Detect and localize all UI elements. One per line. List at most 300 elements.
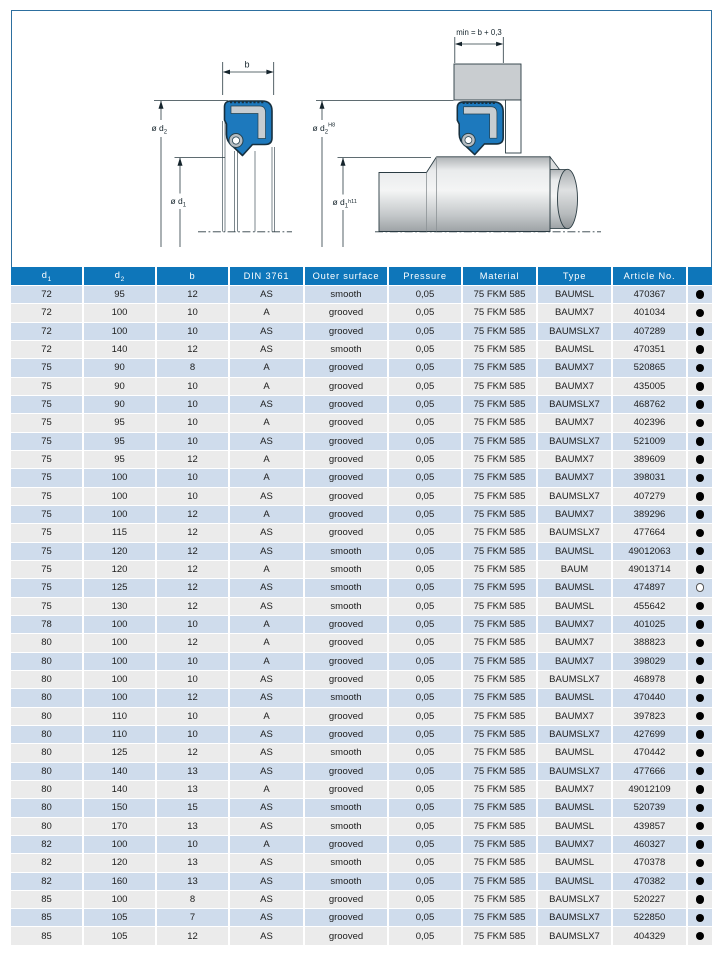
cell-din: A — [229, 359, 304, 377]
cell-article_no: 460327 — [612, 835, 687, 853]
cell-material: 75 FKM 585 — [462, 634, 537, 652]
cell-d2: 100 — [83, 469, 156, 487]
cell-b: 13 — [156, 872, 229, 890]
cell-d2: 140 — [83, 340, 156, 358]
cell-material: 75 FKM 585 — [462, 322, 537, 340]
table-row — [11, 890, 712, 908]
cell-availability — [687, 505, 712, 523]
cell-b: 12 — [156, 927, 229, 945]
d2-label-base: ø d — [151, 123, 164, 133]
cell-type: BAUMX7 — [537, 469, 612, 487]
cell-d2: 120 — [83, 854, 156, 872]
cell-outer_surface: grooved — [304, 469, 388, 487]
cell-availability — [687, 322, 712, 340]
cell-b: 13 — [156, 780, 229, 798]
cell-d1: 75 — [11, 377, 83, 395]
cell-pressure: 0,05 — [388, 762, 462, 780]
cell-d2: 150 — [83, 799, 156, 817]
cell-din: AS — [229, 689, 304, 707]
table-row — [11, 835, 712, 853]
cell-outer_surface: grooved — [304, 450, 388, 468]
cell-type: BAUMSL — [537, 689, 612, 707]
cell-d2: 100 — [83, 652, 156, 670]
cell-b: 10 — [156, 615, 229, 633]
cell-b: 10 — [156, 377, 229, 395]
cell-d1: 75 — [11, 597, 83, 615]
cell-article_no: 520227 — [612, 890, 687, 908]
table-row — [11, 524, 712, 542]
cell-d2: 160 — [83, 872, 156, 890]
filled-circle-icon — [696, 437, 705, 446]
cell-material: 75 FKM 585 — [462, 450, 537, 468]
cell-pressure: 0,05 — [388, 707, 462, 725]
d1-label-base: ø d — [170, 196, 183, 206]
cell-b: 8 — [156, 890, 229, 908]
cell-b: 12 — [156, 340, 229, 358]
cell-b: 12 — [156, 744, 229, 762]
cell-din: AS — [229, 817, 304, 835]
filled-circle-icon — [696, 345, 705, 354]
cell-din: A — [229, 450, 304, 468]
cell-type: BAUMX7 — [537, 414, 612, 432]
cell-availability — [687, 487, 712, 505]
cell-article_no: 474897 — [612, 579, 687, 597]
cell-d2: 95 — [83, 414, 156, 432]
seal-cross-section-diagram — [152, 60, 293, 248]
cell-d1: 78 — [11, 615, 83, 633]
dimension-b-label: b — [244, 59, 250, 70]
d2-h8-base: ø d — [312, 123, 325, 133]
cell-availability — [687, 634, 712, 652]
cell-d1: 75 — [11, 524, 83, 542]
cell-article_no: 470367 — [612, 286, 687, 304]
cell-outer_surface: grooved — [304, 615, 388, 633]
cell-din: AS — [229, 670, 304, 688]
cell-availability — [687, 652, 712, 670]
cell-b: 13 — [156, 854, 229, 872]
cell-material: 75 FKM 585 — [462, 505, 537, 523]
cell-material: 75 FKM 585 — [462, 487, 537, 505]
cell-pressure: 0,05 — [388, 286, 462, 304]
cell-d2: 170 — [83, 817, 156, 835]
cell-material: 75 FKM 585 — [462, 395, 537, 413]
cell-d1: 72 — [11, 340, 83, 358]
table-row — [11, 450, 712, 468]
col-header-din: DIN 3761 — [229, 267, 304, 286]
cell-article_no: 520739 — [612, 799, 687, 817]
cell-article_no: 49013714 — [612, 560, 687, 578]
cell-type: BAUMSL — [537, 579, 612, 597]
cell-article_no: 402396 — [612, 414, 687, 432]
table-row — [11, 560, 712, 578]
cell-d2: 90 — [83, 395, 156, 413]
cell-d2: 90 — [83, 359, 156, 377]
cell-din: AS — [229, 890, 304, 908]
cell-b: 10 — [156, 652, 229, 670]
table-row — [11, 854, 712, 872]
cell-outer_surface: smooth — [304, 799, 388, 817]
table-row — [11, 652, 712, 670]
table-row — [11, 689, 712, 707]
cell-article_no: 522850 — [612, 909, 687, 927]
filled-circle-icon — [696, 822, 705, 831]
cell-b: 10 — [156, 395, 229, 413]
cell-pressure: 0,05 — [388, 560, 462, 578]
table-row — [11, 542, 712, 560]
table-row — [11, 304, 712, 322]
cell-outer_surface: grooved — [304, 707, 388, 725]
cell-pressure: 0,05 — [388, 524, 462, 542]
table-row — [11, 799, 712, 817]
open-circle-icon — [696, 583, 705, 592]
seal-diagrams — [12, 11, 711, 267]
filled-circle-icon — [696, 804, 705, 813]
cell-b: 10 — [156, 707, 229, 725]
table-row — [11, 432, 712, 450]
cell-type: BAUMSLX7 — [537, 762, 612, 780]
cell-availability — [687, 597, 712, 615]
cell-material: 75 FKM 585 — [462, 286, 537, 304]
cell-din: AS — [229, 725, 304, 743]
cell-pressure: 0,05 — [388, 854, 462, 872]
dimension-d2 — [151, 101, 228, 247]
cell-availability — [687, 560, 712, 578]
cell-outer_surface: grooved — [304, 835, 388, 853]
cell-article_no: 389296 — [612, 505, 687, 523]
cell-article_no: 470351 — [612, 340, 687, 358]
cell-article_no: 521009 — [612, 432, 687, 450]
cell-article_no: 401025 — [612, 615, 687, 633]
cell-outer_surface: grooved — [304, 395, 388, 413]
cell-d1: 75 — [11, 579, 83, 597]
table-row — [11, 395, 712, 413]
cell-material: 75 FKM 585 — [462, 304, 537, 322]
filled-circle-icon — [696, 364, 705, 373]
cell-d2: 90 — [83, 377, 156, 395]
cell-type: BAUMSLX7 — [537, 725, 612, 743]
cell-type: BAUMSL — [537, 817, 612, 835]
cell-pressure: 0,05 — [388, 304, 462, 322]
col-header-b: b — [156, 267, 229, 286]
cell-din: AS — [229, 340, 304, 358]
cell-d2: 105 — [83, 927, 156, 945]
cell-type: BAUMSL — [537, 340, 612, 358]
cell-availability — [687, 670, 712, 688]
cell-b: 10 — [156, 469, 229, 487]
d1-label-sub: 1 — [182, 202, 187, 209]
cell-pressure: 0,05 — [388, 725, 462, 743]
filled-circle-icon — [696, 327, 705, 336]
dimension-d1-h11-label — [333, 197, 357, 210]
cell-d1: 72 — [11, 286, 83, 304]
table-row — [11, 505, 712, 523]
cell-type: BAUMSLX7 — [537, 670, 612, 688]
cell-din: A — [229, 615, 304, 633]
cell-material: 75 FKM 585 — [462, 744, 537, 762]
filled-circle-icon — [696, 565, 705, 574]
cell-din: AS — [229, 909, 304, 927]
filled-circle-icon — [696, 859, 705, 868]
cell-d1: 75 — [11, 414, 83, 432]
cell-d2: 140 — [83, 762, 156, 780]
table-header-row — [11, 267, 712, 286]
cell-pressure: 0,05 — [388, 890, 462, 908]
cell-din: A — [229, 707, 304, 725]
cell-b: 13 — [156, 817, 229, 835]
cell-outer_surface: grooved — [304, 487, 388, 505]
cell-material: 75 FKM 585 — [462, 835, 537, 853]
cell-article_no: 470442 — [612, 744, 687, 762]
cell-din: AS — [229, 597, 304, 615]
dimension-min-width — [455, 37, 504, 63]
cell-d2: 100 — [83, 689, 156, 707]
cell-d1: 75 — [11, 542, 83, 560]
cell-article_no: 468762 — [612, 395, 687, 413]
cell-type: BAUMX7 — [537, 450, 612, 468]
cell-type: BAUMSLX7 — [537, 395, 612, 413]
cell-material: 75 FKM 585 — [462, 927, 537, 945]
table-row — [11, 414, 712, 432]
cell-outer_surface: smooth — [304, 340, 388, 358]
cell-b: 10 — [156, 322, 229, 340]
cell-type: BAUMSL — [537, 597, 612, 615]
cell-pressure: 0,05 — [388, 542, 462, 560]
cell-outer_surface: grooved — [304, 909, 388, 927]
cell-d1: 80 — [11, 634, 83, 652]
cell-type: BAUMSLX7 — [537, 927, 612, 945]
cell-pressure: 0,05 — [388, 744, 462, 762]
cell-availability — [687, 762, 712, 780]
cell-d1: 75 — [11, 487, 83, 505]
filled-circle-icon — [696, 877, 705, 886]
cell-d1: 75 — [11, 395, 83, 413]
cell-din: A — [229, 780, 304, 798]
col-header-availability — [687, 267, 712, 286]
cell-type: BAUMX7 — [537, 835, 612, 853]
cell-b: 10 — [156, 835, 229, 853]
col-header-d1 — [11, 267, 83, 286]
cell-b: 12 — [156, 450, 229, 468]
cell-d1: 82 — [11, 854, 83, 872]
cell-d1: 75 — [11, 560, 83, 578]
cell-outer_surface: grooved — [304, 890, 388, 908]
cell-material: 75 FKM 585 — [462, 909, 537, 927]
cell-article_no: 427699 — [612, 725, 687, 743]
filled-circle-icon — [696, 309, 705, 318]
cell-din: AS — [229, 395, 304, 413]
cell-b: 13 — [156, 762, 229, 780]
cell-din: AS — [229, 432, 304, 450]
cell-b: 12 — [156, 505, 229, 523]
d1-h11-sub: 1 — [344, 203, 349, 210]
cell-outer_surface: grooved — [304, 762, 388, 780]
cell-din: AS — [229, 927, 304, 945]
header-d1-base: d — [41, 269, 48, 280]
cell-material: 75 FKM 585 — [462, 817, 537, 835]
table-row — [11, 340, 712, 358]
cell-pressure: 0,05 — [388, 487, 462, 505]
cell-din: AS — [229, 487, 304, 505]
filled-circle-icon — [696, 382, 705, 391]
filled-circle-icon — [696, 767, 705, 776]
cell-outer_surface: grooved — [304, 670, 388, 688]
table-row — [11, 817, 712, 835]
cell-type: BAUMX7 — [537, 505, 612, 523]
cell-pressure: 0,05 — [388, 872, 462, 890]
cell-availability — [687, 890, 712, 908]
cell-material: 75 FKM 585 — [462, 377, 537, 395]
cell-din: AS — [229, 286, 304, 304]
cell-pressure: 0,05 — [388, 340, 462, 358]
cell-material: 75 FKM 585 — [462, 780, 537, 798]
table-row — [11, 597, 712, 615]
d2-label-sub: 2 — [163, 129, 168, 136]
cell-type: BAUMSL — [537, 854, 612, 872]
table-row — [11, 322, 712, 340]
table-row — [11, 615, 712, 633]
cell-b: 12 — [156, 579, 229, 597]
cell-material: 75 FKM 585 — [462, 615, 537, 633]
cell-din: A — [229, 560, 304, 578]
cell-availability — [687, 579, 712, 597]
cell-pressure: 0,05 — [388, 909, 462, 927]
shaft — [379, 157, 578, 232]
cell-article_no: 388823 — [612, 634, 687, 652]
cell-din: A — [229, 835, 304, 853]
cell-din: AS — [229, 744, 304, 762]
cell-type: BAUMX7 — [537, 780, 612, 798]
cell-pressure: 0,05 — [388, 597, 462, 615]
cell-article_no: 470382 — [612, 872, 687, 890]
cell-d1: 75 — [11, 450, 83, 468]
header-d2-sub: 2 — [120, 275, 125, 283]
cell-outer_surface: smooth — [304, 597, 388, 615]
filled-circle-icon — [696, 547, 705, 556]
cell-pressure: 0,05 — [388, 927, 462, 945]
filled-circle-icon — [696, 749, 705, 758]
cell-pressure: 0,05 — [388, 432, 462, 450]
cell-material: 75 FKM 585 — [462, 524, 537, 542]
cell-d2: 110 — [83, 707, 156, 725]
filled-circle-icon — [696, 419, 705, 428]
cell-outer_surface: grooved — [304, 322, 388, 340]
col-header-pressure: Pressure — [388, 267, 462, 286]
filled-circle-icon — [696, 474, 705, 483]
cell-type: BAUMSLX7 — [537, 524, 612, 542]
dimension-d2-label — [152, 123, 168, 136]
d1-tolerance: h11 — [348, 199, 357, 205]
cell-article_no: 477666 — [612, 762, 687, 780]
cell-pressure: 0,05 — [388, 505, 462, 523]
cell-d2: 110 — [83, 725, 156, 743]
cell-type: BAUMX7 — [537, 652, 612, 670]
cell-availability — [687, 780, 712, 798]
cell-d1: 85 — [11, 927, 83, 945]
cell-material: 75 FKM 585 — [462, 652, 537, 670]
cell-b: 10 — [156, 432, 229, 450]
filled-circle-icon — [696, 492, 705, 501]
cell-d1: 80 — [11, 817, 83, 835]
cell-article_no: 470440 — [612, 689, 687, 707]
cell-d1: 80 — [11, 707, 83, 725]
cell-b: 12 — [156, 634, 229, 652]
cell-outer_surface: grooved — [304, 652, 388, 670]
col-header-d2 — [83, 267, 156, 286]
cell-din: A — [229, 505, 304, 523]
cell-article_no: 407289 — [612, 322, 687, 340]
col-header-type: Type — [537, 267, 612, 286]
cell-din: A — [229, 634, 304, 652]
d1-h11-base: ø d — [332, 197, 345, 207]
cell-material: 75 FKM 585 — [462, 359, 537, 377]
cell-d2: 100 — [83, 322, 156, 340]
cell-outer_surface: grooved — [304, 377, 388, 395]
cell-d1: 72 — [11, 304, 83, 322]
d2-h8-sub: 2 — [324, 129, 329, 136]
cell-availability — [687, 835, 712, 853]
cell-article_no: 477664 — [612, 524, 687, 542]
filled-circle-icon — [696, 639, 705, 648]
housing-bore — [506, 100, 522, 153]
cell-outer_surface: smooth — [304, 286, 388, 304]
cell-din: AS — [229, 524, 304, 542]
cell-outer_surface: grooved — [304, 927, 388, 945]
cell-d1: 80 — [11, 780, 83, 798]
cell-b: 12 — [156, 597, 229, 615]
seal-profile — [225, 101, 273, 156]
cell-d1: 72 — [11, 322, 83, 340]
filled-circle-icon — [696, 730, 705, 739]
cell-article_no: 49012109 — [612, 780, 687, 798]
cell-b: 12 — [156, 542, 229, 560]
cell-type: BAUMX7 — [537, 304, 612, 322]
cell-b: 12 — [156, 689, 229, 707]
installed-seal-diagram — [313, 28, 602, 247]
cell-pressure: 0,05 — [388, 689, 462, 707]
cell-din: A — [229, 469, 304, 487]
cell-d2: 95 — [83, 432, 156, 450]
dimension-min-label: min = b + 0,3 — [456, 28, 502, 37]
cell-d2: 100 — [83, 634, 156, 652]
cell-pressure: 0,05 — [388, 377, 462, 395]
cell-d2: 120 — [83, 542, 156, 560]
filled-circle-icon — [696, 290, 705, 299]
cell-b: 8 — [156, 359, 229, 377]
cell-b: 12 — [156, 524, 229, 542]
cell-b: 12 — [156, 560, 229, 578]
table-row — [11, 487, 712, 505]
cell-article_no: 404329 — [612, 927, 687, 945]
cell-d2: 100 — [83, 890, 156, 908]
cell-availability — [687, 542, 712, 560]
filled-circle-icon — [696, 932, 705, 941]
cell-din: A — [229, 304, 304, 322]
cell-pressure: 0,05 — [388, 835, 462, 853]
cell-type: BAUMSL — [537, 542, 612, 560]
cell-d1: 82 — [11, 835, 83, 853]
cell-d2: 100 — [83, 670, 156, 688]
cell-din: AS — [229, 579, 304, 597]
cell-outer_surface: grooved — [304, 359, 388, 377]
filled-circle-icon — [696, 712, 705, 721]
cell-b: 10 — [156, 304, 229, 322]
cell-type: BAUM — [537, 560, 612, 578]
cell-material: 75 FKM 585 — [462, 542, 537, 560]
cell-din: AS — [229, 872, 304, 890]
cell-d2: 100 — [83, 615, 156, 633]
table-body — [11, 286, 712, 946]
cell-material: 75 FKM 585 — [462, 340, 537, 358]
